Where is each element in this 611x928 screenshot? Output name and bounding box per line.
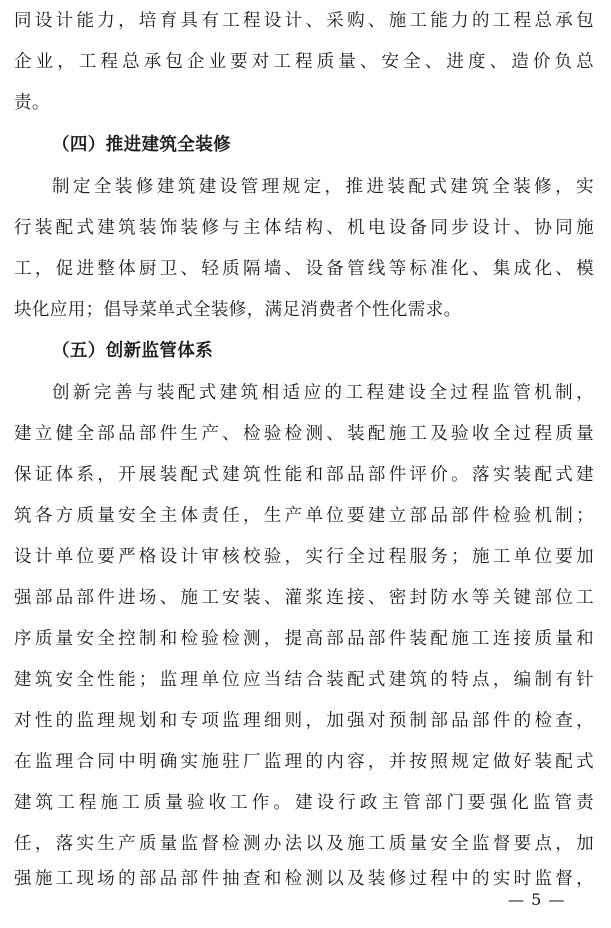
paragraph-line: 创新完善与装配式建筑相适应的工程建设全过程监管机制， (52, 383, 594, 403)
paragraph-line: 保证体系，开展装配式建筑性能和部品部件评价。落实装配式建 (14, 465, 594, 485)
paragraph-line: 建立健全部品部件生产、检验检测、装配施工及验收全过程质量 (14, 424, 594, 444)
paragraph-line: 筑各方质量安全主体责任，生产单位要建立部品部件检验机制； (14, 506, 594, 526)
page-number: — 5 — (508, 890, 566, 909)
paragraph-line: 建筑安全性能；监理单位应当结合装配式建筑的特点，编制有针 (14, 670, 594, 690)
section-heading-5: （五）创新监管体系 (52, 341, 214, 361)
paragraph-line: 设计单位要严格设计审核校验，实行全过程服务；施工单位要加 (14, 547, 594, 567)
paragraph-line: 建筑工程施工质量验收工作。建设行政主管部门要强化监管责 (14, 793, 594, 813)
paragraph-line: 强施工现场的部品部件抽查和检测以及装修过程中的实时监督， (14, 869, 594, 889)
paragraph-line: 企业，工程总承包企业要对工程质量、安全、进度、造价负总 (14, 52, 594, 72)
paragraph-line: 行装配式建筑装饰装修与主体结构、机电设备同步设计、协同施 (14, 218, 594, 238)
paragraph-line: 工，促进整体厨卫、轻质隔墙、设备管线等标准化、集成化、模 (14, 259, 594, 279)
paragraph-line: 同设计能力，培育具有工程设计、采购、施工能力的工程总承包 (14, 11, 594, 31)
paragraph-line: 在监理合同中明确实施驻厂监理的内容，并按照规定做好装配式 (14, 752, 594, 772)
paragraph-line: 任，落实生产质量监督检测办法以及施工质量安全监督要点，加 (14, 834, 594, 854)
paragraph-line: 对性的监理规划和专项监理细则，加强对预制部品部件的检查， (14, 711, 594, 731)
paragraph-line: 责。 (14, 93, 50, 113)
paragraph-line: 制定全装修建筑建设管理规定，推进装配式建筑全装修，实 (52, 177, 594, 197)
section-heading-4: （四）推进建筑全装修 (52, 135, 231, 155)
paragraph-line: 块化应用；倡导菜单式全装修，满足消费者个性化需求。 (14, 300, 462, 320)
paragraph-line: 强部品部件进场、施工安装、灌浆连接、密封防水等关键部位工 (14, 588, 594, 608)
paragraph-line: 序质量安全控制和检验检测，提高部品部件装配施工连接质量和 (14, 629, 594, 649)
